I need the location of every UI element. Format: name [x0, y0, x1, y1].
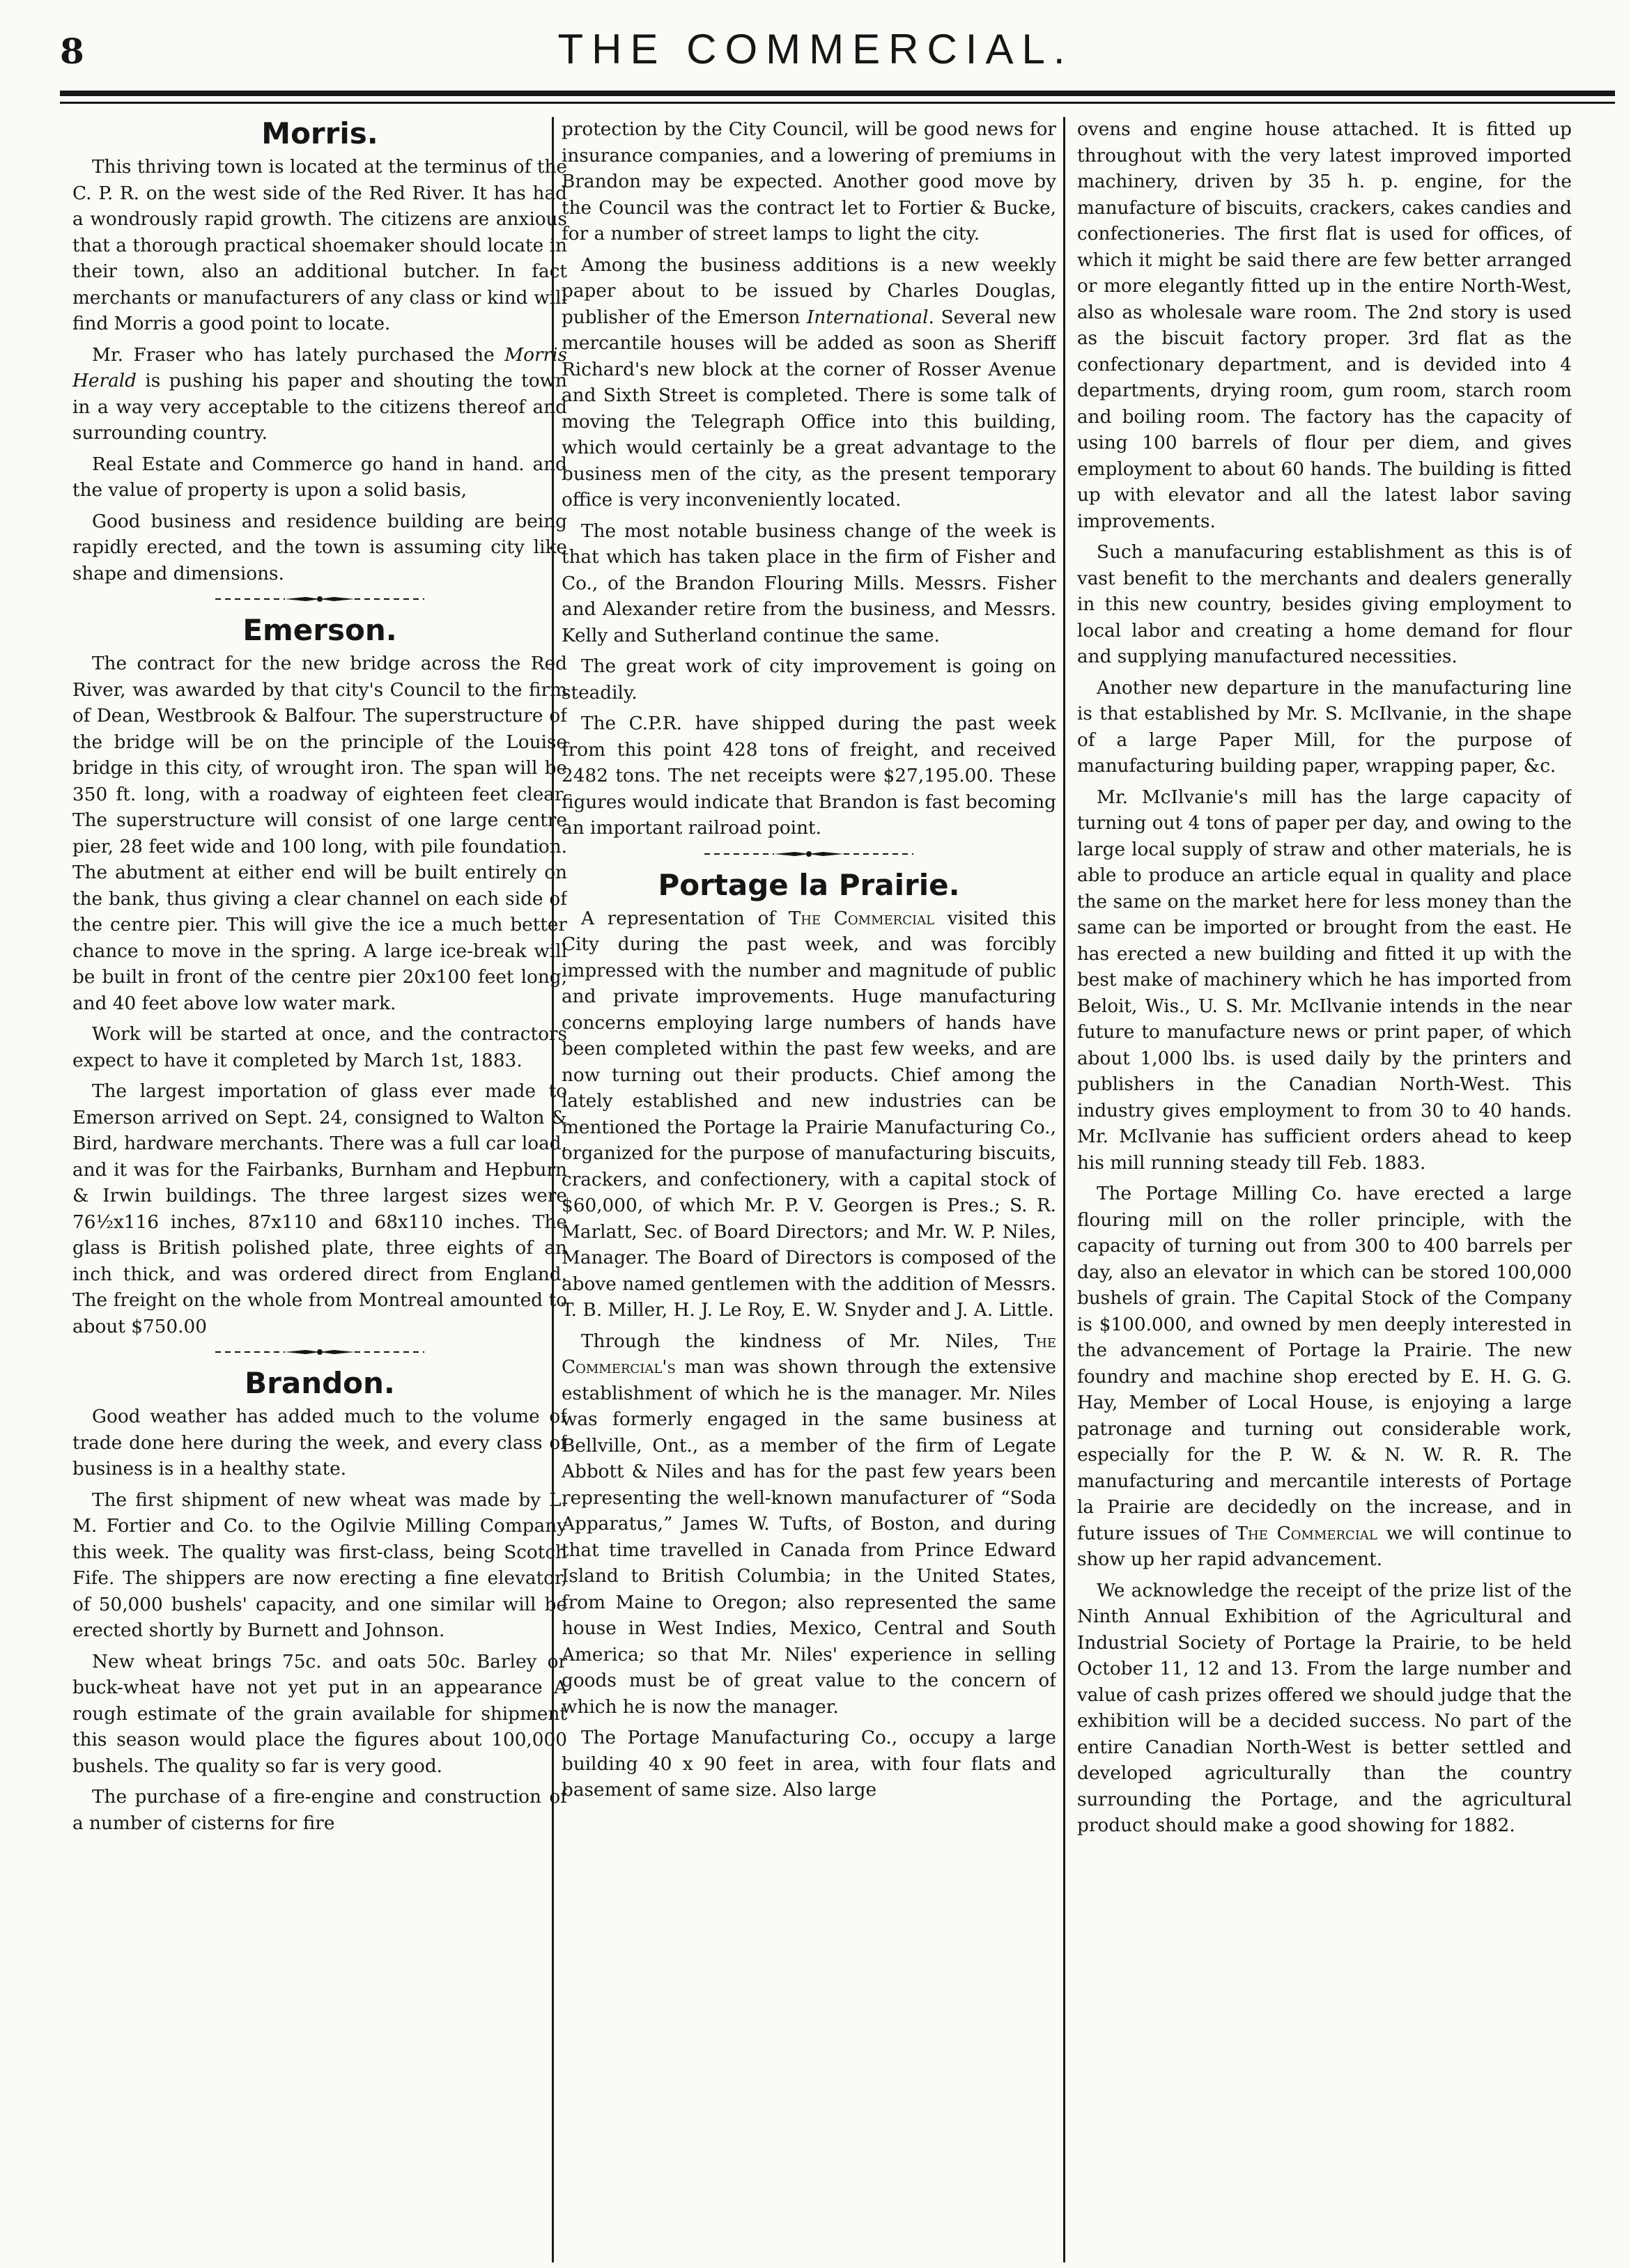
paragraph: Mr. McIlvanie's mill has the large capacity of turning out 4 tons of paper per day, and owing to the large local supply of straw and other materials, he is able to produce an article equal in quality and place the same on the market here for less money than the same can be imported or brought from the east. He has erected a new building and fitted it up with the best make of machinery which he has imported from Beloit, Wis., U. S. Mr. McIlvanie intends in the near future to manufacture news or print paper, of which about 1,000 lbs. is used daily by the printers and publishers in the Canadian North-West. This industry gives employment to from 30 to 40 hands. Mr. McIlvanie has sufficient orders ahead to keep his mill running steady till Feb. 1883.	[1077, 786, 1572, 1174]
paragraph	[562, 253, 1056, 514]
paragraph: Real Estate and Commerce go hand in hand. and the value of property is upon a solid basis,	[72, 453, 567, 501]
text-run: Among the business additions is a new weekly paper about to be issued by Charles Douglas, publisher of the Emerson	[562, 254, 1056, 328]
paragraph	[72, 343, 567, 447]
ornament-divider	[562, 849, 1056, 859]
paragraph: Another new departure in the manufacturing line is that established by Mr. S. McIlvanie, in the shape of a large Paper Mill, for the purpose of manufacturing building paper, wrapping paper, &c.	[1077, 677, 1572, 777]
paragraph: This thriving town is located at the terminus of the C. P. R. on the west side of the Red River. It has had a wondrously rapid growth. The citizens are anxious that a thorough practical shoemaker should locate in their town, also an additional butcher. In fact merchants or manufacturers of any class or kind will find Morris a good point to locate.	[72, 157, 567, 334]
newspaper-name: Morris Herald	[72, 344, 567, 391]
article-emerson	[72, 614, 567, 1340]
paragraph	[562, 906, 1056, 1324]
paragraph: The largest importation of glass ever made to Emerson arrived on Sept. 24, consigned to Walton & Bird, hardware merchants. There was a full car load, and it was for the Fairbanks, Burnham and Hepburn & Irwin buildings. The three largest sizes were 76½x116 inches, 87x110 and 68x110 inches. The glass is British polished plate, three eights of an inch thick, and was ordered direct from England. The freight on the whole from Montreal amounted to about $750.00	[72, 1081, 567, 1337]
paragraph: New wheat brings 75c. and oats 50c. Barley or buck-wheat have not yet put in an appearance A rough estimate of the grain available for shipment this season would place the figures about 100,000 bushels. The quality so far is very good.	[72, 1651, 567, 1777]
paragraph: protection by the City Council, will be good news for insurance companies, and a lowering of premiums in Brandon may be expected. Another good move by the Council was the contract let to Fortier & Bucke, for a number of street lamps to light the city.	[562, 119, 1056, 244]
column-3	[1077, 117, 1572, 2207]
paragraph: The contract for the new bridge across the Red River, was awarded by that city's Council to the firm of Dean, Westbrook & Balfour. The superstructure of the bridge will be on the principle of the Louise bridge in this city, of wrought iron. The span will be 350 ft. long, with a roadway of eighteen feet clear. The superstructure will consist of one large centre pier, 28 feet wide and 100 long, with pile foundation. The abutment at either end will be built entirely on the bank, thus giving a clear channel on each side of the centre pier. This will give the ice a much better chance to move in the spring. A large ice-break will be built in front of the centre pier 20x100 feet long, and 40 feet above low water mark.	[72, 653, 567, 1014]
paragraph: ovens and engine house attached. It is fitted up throughout with the very latest improved imported machinery, driven by 35 h. p. engine, for the manufacture of biscuits, crackers, cakes candies and confectioneries. The first flat is used for offices, of which it might be said there are few better arranged or more elegantly fitted up in the entire North-West, also as wholesale ware room. The 2nd story is used as the biscuit factory proper. 3rd flat as the confectionary department, and is devided into 4 departments, drying room, gum room, starch room and boiling room. The factory has the capacity of using 100 barrels of flour per diem, and gives employment to about 60 hands. The building is fitted up with elevator and all the latest labor saving improvements.	[1077, 119, 1572, 532]
paragraph: The C.P.R. have shipped during the past week from this point 428 tons of freight, and received 2482 tons. The net receipts were $27,195.00. These figures would indicate that Brandon is fast becoming an important railroad point.	[562, 713, 1056, 839]
paragraph	[1077, 1181, 1572, 1574]
masthead-title: THE COMMERCIAL.	[557, 26, 1074, 72]
paragraph: Such a manufacuring establishment as this is of vast benefit to the merchants and dealers generally in this new country, besides giving employment to local labor and creating a home demand for flour and supplying manufactured necessities.	[1077, 542, 1572, 667]
paragraph: The great work of city improvement is going on steadily.	[562, 656, 1056, 704]
paragraph: Good business and residence building are being rapidly erected, and the town is assuming city like shape and dimensions.	[72, 511, 567, 584]
text-run: man was shown through the extensive establishment of which he is the manager. Mr. Niles was formerly engaged in the same business at Bellville, Ont., as a member of the firm of Legate Abbott & Niles and has for the past few years been representing the well-known manufacturer of “Soda Apparatus,” James W. Tufts, of Boston, and during that time travelled in Canada from Prince Edward Island to British Columbia; in the United States, from Maine to Oregon; also represented the same house in West Indies, Mexico, Central and South America; so that Mr. Niles' experience in selling goods must be of great value to the concern of which he is now the manager.	[562, 1357, 1056, 1718]
column-2	[562, 117, 1056, 2207]
paragraph: The first shipment of new wheat was made by L. M. Fortier and Co. to the Ogilvie Milling Company this week. The quality was first-class, being Scotch Fife. The shippers are now erecting a fine elevator, of 50,000 bushels' capacity, and one similar will be erected shortly by Burnett and Johnson.	[72, 1489, 567, 1641]
column-rule	[1063, 117, 1065, 2262]
paragraph	[562, 1329, 1056, 1721]
text-run: Through the kindness of Mr. Niles,	[581, 1330, 1024, 1352]
masthead-rule-thin	[60, 102, 1615, 104]
article-brandon-continued	[562, 117, 1056, 842]
paragraph: The most notable business change of the week is that which has taken place in the firm of Fisher and Co., of the Brandon Flouring Mills. Messrs. Fisher and Alexander retire from the business, and Messrs. Kelly and Sutherland continue the same.	[562, 520, 1056, 646]
column-1	[72, 117, 567, 2207]
article-brandon	[72, 1367, 567, 1837]
text-run: A representation of	[581, 908, 789, 929]
article-portage	[562, 869, 1056, 1804]
article-heading-emerson: Emerson.	[242, 613, 397, 647]
text-run: The Portage Milling Co. have erected a large flouring mill on the roller principle, with the capacity of turning out from 300 to 400 barrels per day, also an elevator in which can be stored 100,000 bushels of grain. The Capital Stock of the Company is $100.000, and owned by men deeply interested in the advancement of Portage la Prairie. The new foundry and machine shop erected by E. H. G. G. Hay, Member of Local House, is enjoying a large patronage and turning out considerable work, especially for the P. W. & N. W. R. R. The manufacturing and mercantile interests of Portage la Prairie are decidedly on the increase, and in future issues of	[1077, 1183, 1572, 1544]
text-run: visited this City during the past week, and was forcibly impressed with the number and magnitude of public and private improvements. Huge manufacturing concerns employing large numbers of hands have been completed within the past few weeks, and are now turning out their products. Chief among the lately established and new industries can be mentioned the Portage la Prairie Manufacturing Co., organized for the purpose of manufacturing biscuits, crackers, and confectionery, with a capital stock of $60,000, of which Mr. P. V. Georgen is Pres.; S. R. Marlatt, Sec. of Board Directors; and Mr. W. P. Niles, Manager. The Board of Directors is composed of the above named gentlemen with the addition of Messrs. T. B. Miller, H. J. Le Roy, E. W. Snyder and J. A. Little.	[562, 908, 1056, 1321]
text-run: . Several new mercantile houses will be added as soon as Sheriff Richard's new block at the corner of Rosser Avenue and Sixth Street is completed. There is some talk of moving the Telegraph Office into this building, which would certainly be a great advantage to the business men of the city, as the present temporary office is very inconveniently located.	[562, 306, 1056, 511]
paragraph: The purchase of a fire-engine and construction of a number of cisterns for fire	[72, 1787, 567, 1834]
publication-name: The Commercial	[1235, 1523, 1377, 1544]
paragraph: Good weather has added much to the volume of trade done here during the week, and every class of business is in a healthy state.	[72, 1406, 567, 1479]
article-heading-morris: Morris.	[261, 117, 378, 150]
masthead-rule-thick	[60, 91, 1615, 96]
text-run: we will continue to show up her rapid advancement.	[1077, 1523, 1572, 1570]
publication-name: The Commercial's	[562, 1330, 1056, 1378]
ornament-divider	[72, 594, 567, 604]
article-heading-portage: Portage la Prairie.	[658, 867, 960, 902]
text-run: is pushing his paper and shouting the town in a way very acceptable to the citizens thereof and surrounding country.	[72, 371, 567, 444]
article-morris	[72, 117, 567, 587]
paragraph: Work will be started at once, and the contractors expect to have it completed by March 1st, 1883.	[72, 1024, 567, 1071]
paragraph: We acknowledge the receipt of the prize list of the Ninth Annual Exhibition of the Agricultural and Industrial Society of Portage la Prairie, to be held October 11, 12 and 13. From the large number and value of cash prizes offered we should judge that the exhibition will be a decided success. No part of the entire Canadian North-West is better settled and developed agriculturally than the country surrounding the Portage, and the agricultural product should make a good showing for 1882.	[1077, 1580, 1572, 1836]
article-portage-continued	[1077, 117, 1572, 1840]
newspaper-name: International	[807, 306, 929, 328]
text-run: Mr. Fraser who has lately purchased the	[92, 344, 505, 366]
publication-name: The Commercial	[788, 908, 935, 929]
paragraph: The Portage Manufacturing Co., occupy a large building 40 x 90 feet in area, with four flats and basement of same size. Also large	[562, 1727, 1056, 1801]
article-heading-brandon: Brandon.	[245, 1366, 395, 1400]
page-number: 8	[60, 31, 84, 72]
ornament-divider	[72, 1347, 567, 1357]
